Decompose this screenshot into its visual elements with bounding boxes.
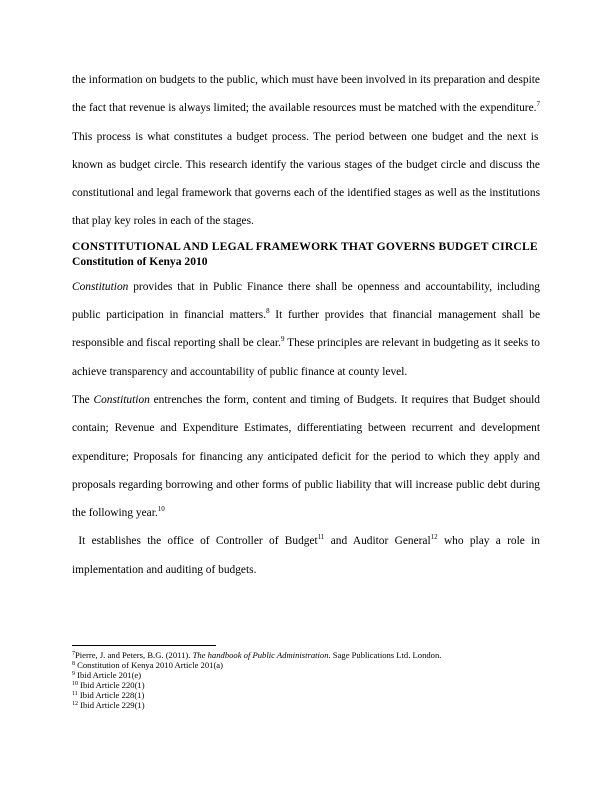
footnote-number: 10	[72, 681, 78, 688]
footnote-item	[72, 700, 540, 710]
text-run: These principles are relevant in budgeting as it seeks to achieve transparency and accountability of public finance at county level.	[72, 337, 540, 378]
footnote-text: Ibid Article 229(1)	[78, 700, 145, 711]
document-page	[72, 66, 540, 584]
footnote-number: 9	[72, 671, 75, 678]
italic-text: Constitution	[93, 393, 150, 406]
footnote-number: 12	[72, 701, 78, 708]
text-run: It establishes the office of Controller of Budget	[78, 535, 318, 548]
footnote-item	[72, 670, 540, 680]
footnote-ref[interactable]: 11	[317, 533, 325, 542]
footnote-ref[interactable]: 10	[157, 505, 165, 514]
footnote-item	[72, 650, 540, 660]
footnote-ref[interactable]: 8	[266, 307, 270, 316]
footnote-item	[72, 660, 540, 670]
text-run: It further provides that financial management shall be responsible and fiscal reporting shall be clear.	[72, 309, 540, 350]
section-heading: CONSTITUTIONAL AND LEGAL FRAMEWORK THAT GOVERNS BUDGET CIRCLE	[72, 239, 538, 253]
text-run: who play a role in implementation and auditing of budgets.	[72, 535, 540, 576]
footnote-item	[72, 680, 540, 690]
paragraph-form	[72, 386, 540, 527]
footnote-italic: The handbook of Public Administration	[192, 650, 329, 660]
footnote-text: Ibid Article 220(1)	[78, 680, 145, 691]
footnote-text: . Sage Publications Ltd. London.	[328, 650, 442, 660]
footnote-number: 11	[72, 691, 78, 698]
subsection-heading: Constitution of Kenya 2010	[72, 254, 208, 268]
footnotes	[72, 650, 540, 711]
paragraph-intro	[72, 66, 540, 236]
text-run: The	[72, 393, 94, 406]
text-run: and Auditor General	[324, 535, 431, 548]
footnote-item	[72, 690, 540, 700]
footnote-separator	[72, 645, 216, 646]
footnote-ref[interactable]: 7	[536, 100, 540, 109]
text-run: provides that in Public Finance there shall be openness and accountability, including public participation in financial matters.	[72, 280, 540, 322]
footnote-ref[interactable]: 12	[430, 533, 438, 542]
paragraph-principles	[72, 273, 540, 386]
footnote-text: Constitution of Kenya 2010 Article 201(a)	[75, 660, 223, 671]
footnote-number: 8	[72, 661, 75, 668]
footnote-text: Ibid Article 228(1)	[77, 690, 145, 701]
footnote-number: 7	[72, 651, 75, 657]
paragraph-offices	[72, 527, 540, 584]
footnote-ref[interactable]: 9	[280, 335, 285, 344]
footnote-text: Ibid Article 201(e)	[75, 670, 142, 681]
text-run: the information on budgets to the public, which must have been involved in its preparation and despite the fact that revenue is always limited; the available resources must be matched with the expenditure.	[72, 74, 540, 115]
italic-text: Constitution	[72, 280, 129, 293]
text-run: This process is what constitutes a budget process. The period between one budget and the next is known as budget circle. This research identify the various stages of the budget circle and discuss the constitutional and legal framework that governs each of the identified stages as well as the institutions that play key roles in each of the stages.	[72, 130, 540, 228]
text-run: entrenches the form, content and timing of Budgets. It requires that Budget should contain; Revenue and Expenditure Estimates, differentiating between recurrent and development expenditure; Proposals for financing any anticipated deficit for the period to which they apply and proposals regarding borrowing and other forms of public liability that will increase public debt during the following year.	[72, 393, 540, 520]
footnote-text: Pierre, J. and Peters, B.G. (2011).	[75, 650, 193, 660]
